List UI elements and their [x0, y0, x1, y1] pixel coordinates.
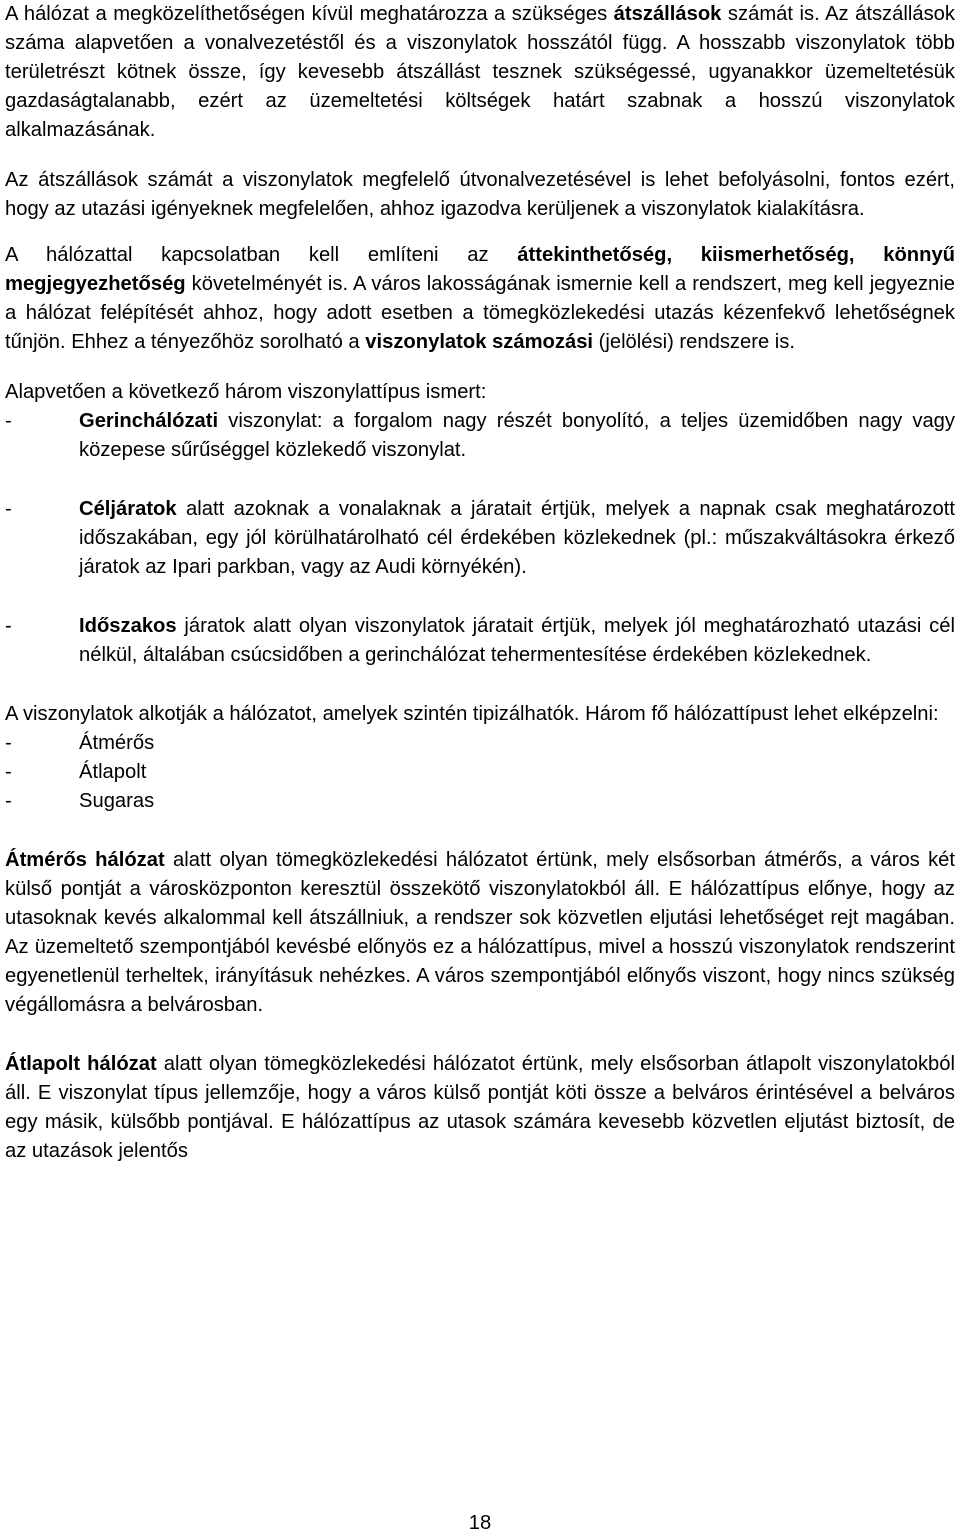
text-run: A hálózattal kapcsolatban kell említeni az [5, 244, 518, 266]
bold-term: Gerinchálózati [79, 410, 219, 432]
paragraph-network-intro: A viszonylatok alkotják a hálózatot, amelyek szintén tipizálhatók. Három fő hálózattípust lehet elképzelni: [5, 703, 939, 725]
text-run: viszonylat: a forgalom nagy részét bonyolító, a teljes üzemidőben nagy vagy közepese sűrűséggel közlekedő viszonylat. [79, 410, 955, 461]
paragraph-transfers [5, 0, 955, 145]
paragraph-diametric-network [5, 846, 955, 1020]
bold-term-atszallasok: átszállások [613, 3, 722, 25]
list-dash: - [5, 615, 12, 637]
text-run: A hálózat a megközelíthetőségen kívül meghatározza a szükséges [5, 3, 614, 25]
list-dash: - [5, 732, 12, 754]
bold-term: Céljáratok [79, 498, 177, 520]
list-item [5, 495, 955, 582]
text-run: alatt olyan tömegközlekedési hálózatot értünk, mely elsősorban átlapolt viszonylatokból áll. E viszonylat típus jellemzője, hogy a város külső pontját köti össze a belváros érintésével a belváros egy másik, külsőbb pontjával. E hálózattípus az utasok számára kevesebb közvetlen eljutást biztosít, de az utazások jelentős [5, 1053, 955, 1162]
list-item [5, 407, 955, 465]
list-item [5, 612, 955, 670]
paragraph-types-intro: Alapvetően a következő három viszonylattípus ismert: [5, 381, 487, 403]
text-run: követelményét is. A város lakosságának ismernie kell a rendszert, meg kell jegyeznie a hálózat felépítését ahhoz, hogy adott esetben a tömegközlekedési utazás kézenfekvő lehetőségnek tűnjön. Ehhez a tényezőhöz sorolható a [5, 273, 955, 353]
document-page [5, 0, 955, 1166]
list-item-text: Sugaras [79, 790, 155, 812]
list-item-text: Átlapolt [79, 761, 147, 783]
bold-term-overlapping: Átlapolt hálózat [5, 1053, 157, 1075]
paragraph-clarity [5, 241, 955, 357]
bold-term-numbering: viszonylatok számozási [365, 331, 594, 353]
page-number: 18 [468, 1512, 492, 1534]
network-type-list [5, 729, 955, 816]
route-type-list [5, 407, 955, 670]
list-item-text: Átmérős [79, 732, 155, 754]
paragraph-overlapping-network [5, 1050, 955, 1166]
text-run: (jelölési) rendszere is. [593, 331, 795, 353]
text-run: számát is. Az átszállások száma alapvetően a vonalvezetéstől és a viszonylatok hosszától függ. A hosszabb viszonylatok több területrészt kötnek össze, így kevesebb átszállást tesznek szükségessé, ugyanakkor üzemeltetésük gazdaságtalanabb, ezért az üzemeltetési költségek határt szabnak a hosszú viszonylatok alkalmazásának. [5, 3, 955, 141]
list-dash: - [5, 790, 12, 812]
text-run: alatt olyan tömegközlekedési hálózatot értünk, mely elsősorban átmérős, a város két külső pontját a városközponton keresztül összekötő viszonylatokból áll. E hálózattípus előnye, hogy az utasoknak kevés alkalommal kell átszállniuk, a rendszer sok közvetlen eljutási lehetőséget rejt magában. Az üzemeltető szempontjából kevésbé előnyös ez a hálózattípus, mivel a hosszú viszonylatok rendszerint egyenetlenül terheltek, irányításuk nehézkes. A város szempontjából előnyős viszont, hogy nincs szükség végállomásra a belvárosban. [5, 849, 955, 1016]
text-run: alatt azoknak a vonalaknak a járatait értjük, melyek a napnak csak meghatározott időszakában, egy jól körülhatárolható cél érdekében közlekednek (pl.: műszakváltásokra érkező járatok az Ipari parkban, vagy az Audi környékén). [79, 498, 955, 578]
list-dash: - [5, 410, 12, 432]
list-dash: - [5, 498, 12, 520]
bold-term: Időszakos [79, 615, 177, 637]
list-item [5, 758, 955, 787]
text-run: járatok alatt olyan viszonylatok járatait értjük, melyek jól meghatározható utazási cél nélkül, általában csúcsidőben a gerinchálózat tehermentesítése érdekében közlekednek. [79, 615, 955, 666]
list-item-text [79, 495, 955, 582]
list-item-text [79, 407, 955, 465]
list-item [5, 787, 955, 816]
bold-term-diametric: Átmérős hálózat [5, 849, 165, 871]
list-item-text [79, 612, 955, 670]
paragraph-routing: Az átszállások számát a viszonylatok megfelelő útvonalvezetésével is lehet befolyásolni, fontos ezért, hogy az utazási igényeknek megfelelően, ahhoz igazodva kerüljenek a viszonylatok kialakításra. [5, 169, 955, 220]
list-dash: - [5, 761, 12, 783]
bold-term-clarity: áttekinthetőség, kiismerhetőség, könnyű megjegyezhetőség [5, 244, 956, 295]
list-item [5, 729, 955, 758]
